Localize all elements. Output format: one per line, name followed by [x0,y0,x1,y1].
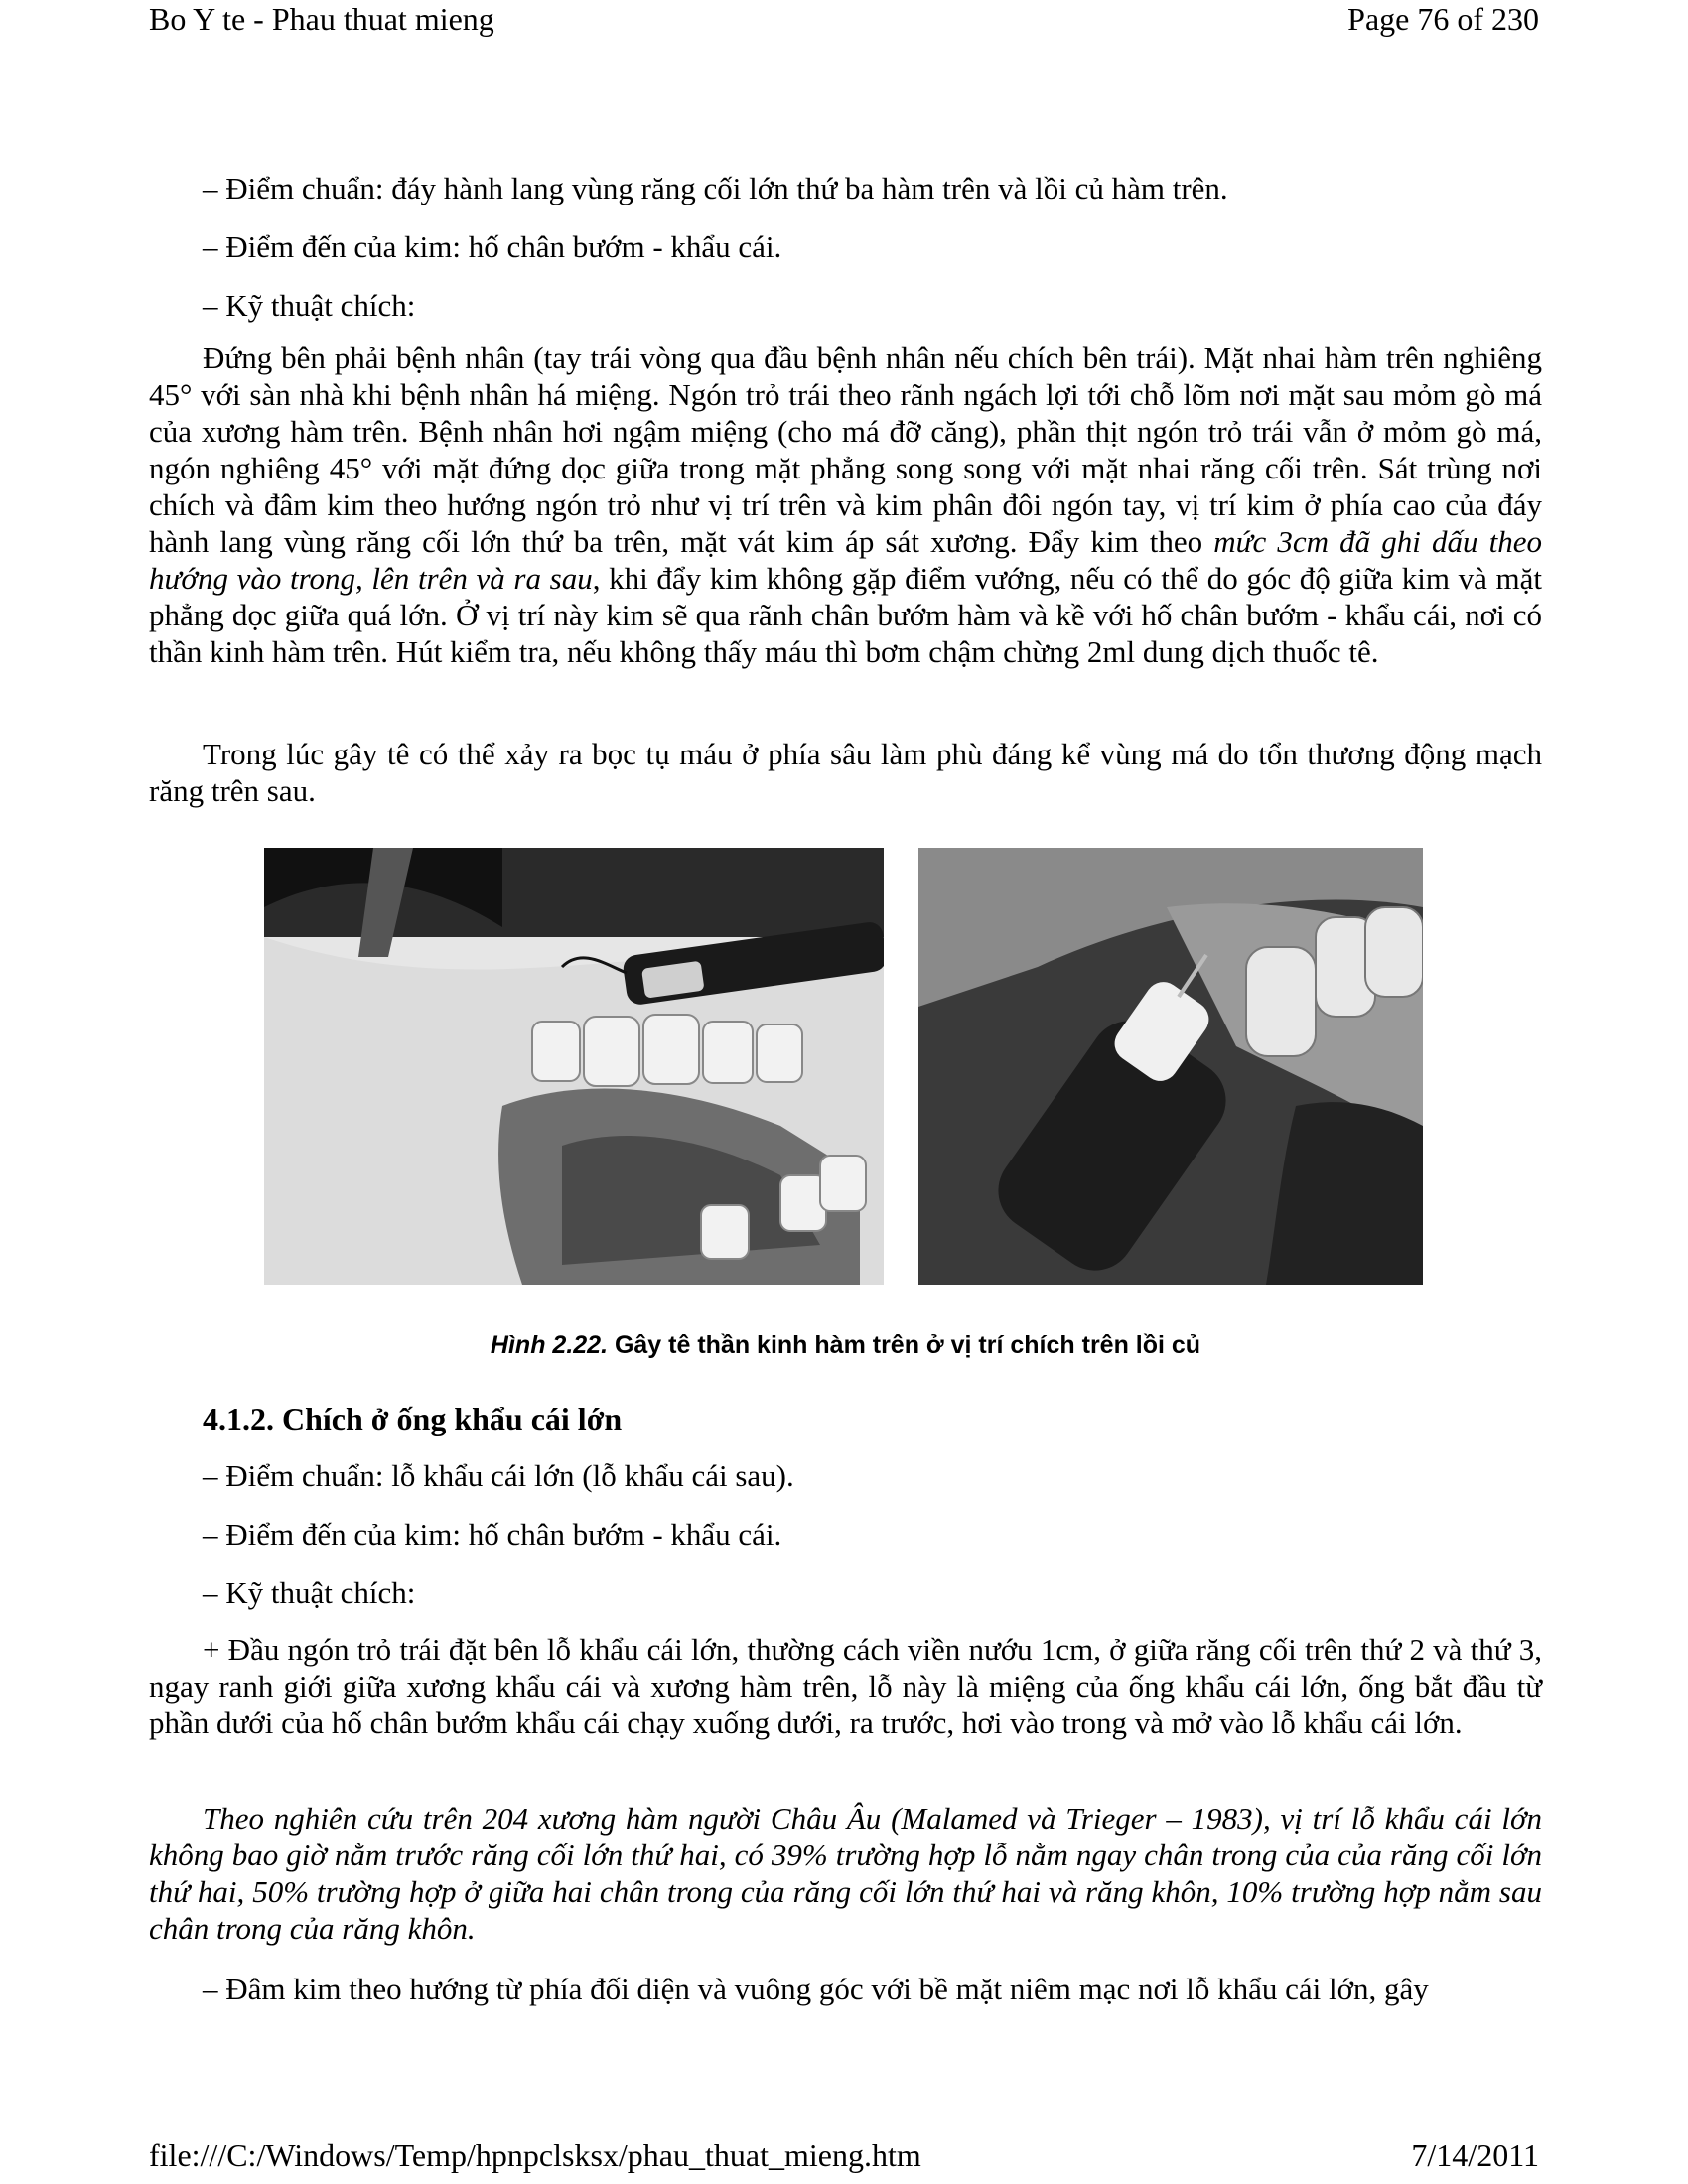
figure-caption-number: Hình 2.22. [490,1331,609,1359]
figure-caption [149,1330,1542,1360]
figure-caption-text: Gây tê thần kinh hàm trên ở vị trí chích trên lồi củ [608,1331,1201,1359]
paragraph-text: Theo nghiên cứu trên 204 xương hàm người Châu Âu (Malamed và Trieger – 1983), vị trí lỗ khẩu cái lớn không bao giờ nằm trước răng cối lớn thứ hai, có 39% trường hợp lỗ nằm ngay chân trong của của răng cối lớn thứ hai, 50% trường hợp ở giữa hai chân trong của răng cối lớn thứ hai và răng khôn, 10% trường hợp nằm sau chân trong của răng khôn. [149,1801,1542,1946]
paragraph-text: Đứng bên phải bệnh nhân (tay trái vòng qua đầu bệnh nhân nếu chích bên trái). Mặt nhai hàm trên nghiêng 45° với sàn nhà khi bệnh nhân há miệng. Ngón trỏ trái theo rãnh ngách lợi tới chỗ lõm nơi mặt sau mỏm gò má của xương hàm trên. Bệnh nhân hơi ngậm miệng (cho má đỡ căng), phần thịt ngón trỏ trái vẫn ở mỏm gò má, ngón nghiêng 45° với mặt đứng dọc giữa trong mặt phẳng song song với mặt nhai răng cối trên. Sát trùng nơi chích và đâm kim theo hướng ngón trỏ như vị trí trên và kim phân đôi ngón tay, vị trí kim ở phía cao của đáy hành lang vùng răng cối lớn thứ ba trên, mặt vát kim áp sát xương. Đẩy kim theo [149,341,1542,559]
list-item-needle-target-2: – Điểm đến của kim: hố chân bướm - khẩu cái. [203,1517,782,1552]
header-title: Bo Y te - Phau thuat mieng [149,1,494,37]
paragraph-technique-description [149,340,1542,670]
paragraph-text-cont: , khi đẩy kim không gặp điểm vướng, nếu có thể do góc độ giữa kim và mặt phẳng dọc giữa quá lớn. Ở vị trí này kim sẽ qua rãnh chân bướm hàm và kề với hố chân bướm - khẩu cái, nơi có thần kinh hàm trên. Hút kiểm tra, nếu không thấy máu thì bơm chậm chừng 2ml dung dịch thuốc tê. [149,561,1542,669]
paragraph-text: Trong lúc gây tê có thể xảy ra bọc tụ máu ở phía sâu làm phù đáng kể vùng má do tổn thương động mạch răng trên sau. [149,737,1542,808]
paragraph-hematoma-note [149,736,1542,809]
section-heading: 4.1.2. Chích ở ống khẩu cái lớn [203,1401,623,1436]
list-item-reference-point-2: – Điểm chuẩn: lỗ khẩu cái lớn (lỗ khẩu cái sau). [203,1458,794,1493]
footer-file-path: file:///C:/Windows/Temp/hpnpclsksx/phau_thuat_mieng.htm [149,2137,921,2173]
list-item-needle-target: – Điểm đến của kim: hố chân bướm - khẩu cái. [203,229,782,264]
paragraph-text: + Đầu ngón trỏ trái đặt bên lỗ khẩu cái lớn, thường cách viền nướu 1cm, ở giữa răng cối trên thứ 2 và thứ 3, ngay ranh giới giữa xương khẩu cái và xương hàm trên, lỗ này là miệng của ống khẩu cái lớn, ống bắt đầu từ phần dưới của hố chân bướm khẩu cái chạy xuống dưới, ra trước, hơi vào trong và mở vào lỗ khẩu cái lớn. [149,1632,1542,1740]
list-item-reference-point: – Điểm chuẩn: đáy hành lang vùng răng cối lớn thứ ba hàm trên và lồi củ hàm trên. [203,171,1228,205]
list-item-technique: – Kỹ thuật chích: [203,288,416,323]
list-item-technique-2: – Kỹ thuật chích: [203,1575,416,1610]
paragraph-needle-direction [149,1971,1542,2007]
paragraph-italic-text: mức 3cm đã ghi dấu theo hướng vào trong, lên trên và ra sau [149,524,1542,596]
figure-photo-skull [264,848,884,1285]
paragraph-text: – Đâm kim theo hướng từ phía đối diện và vuông góc với bề mặt niêm mạc nơi lỗ khẩu cái lớn, gây [203,1972,1429,2006]
footer-date: 7/14/2011 [1411,2137,1539,2173]
paragraph-research-note [149,1800,1542,1947]
figure-photo-mouth [918,848,1423,1285]
paragraph-finger-position [149,1631,1542,1741]
page-number: Page 76 of 230 [1347,1,1539,37]
